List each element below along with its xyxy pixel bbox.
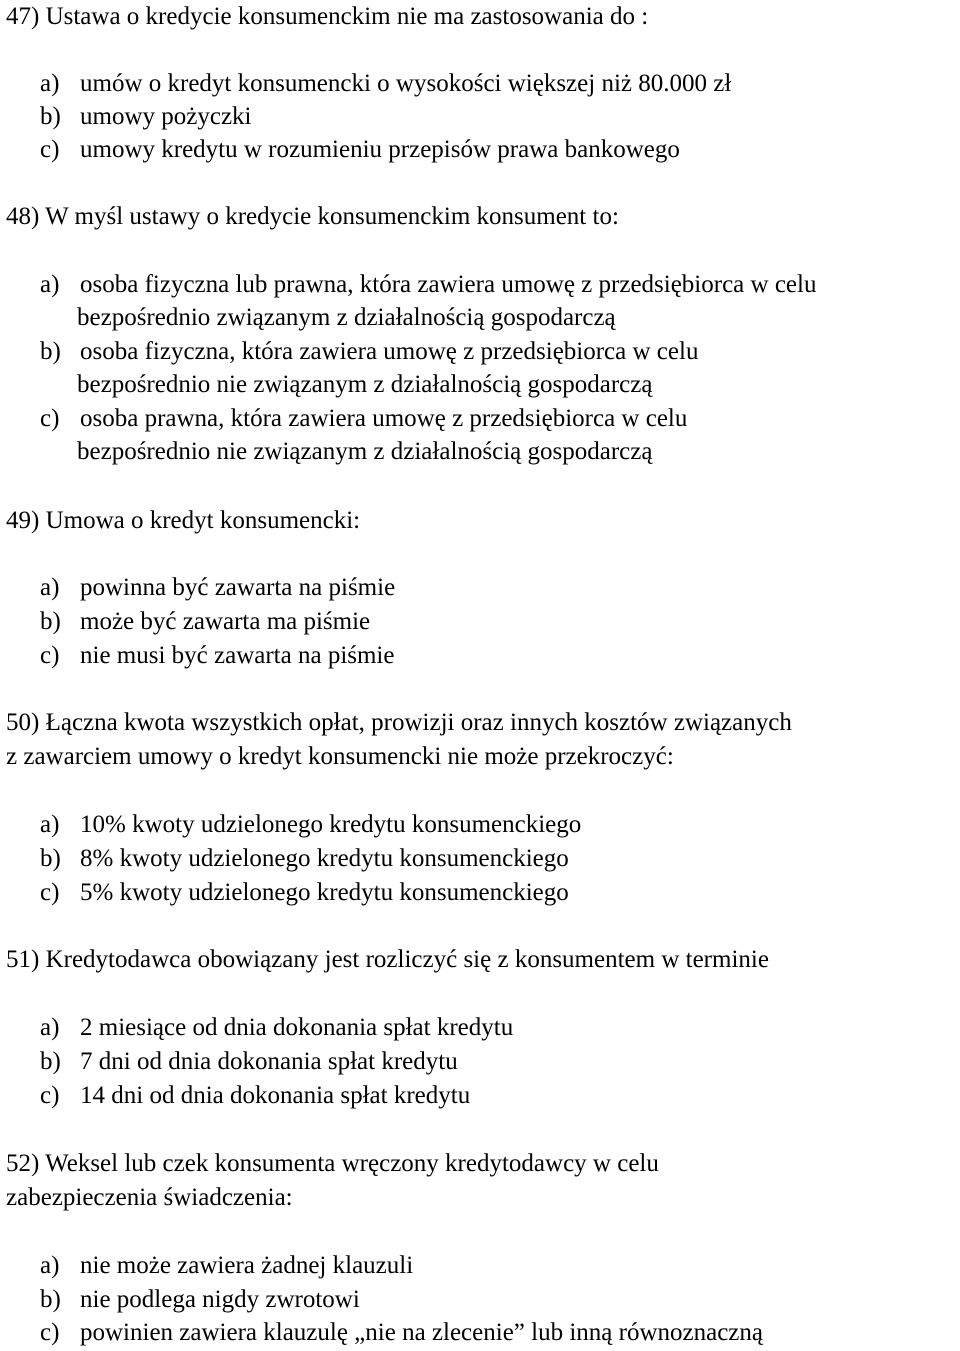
- option-text: powinien zawiera klauzulę „nie na zlecenie” lub inną równoznaczną: [80, 1319, 763, 1346]
- option-text: umowy kredytu w rozumieniu przepisów prawa bankowego: [80, 136, 680, 163]
- option-label: a): [40, 1252, 60, 1279]
- option-text: nie podlega nigdy zwrotowi: [80, 1286, 360, 1313]
- question-title-continuation: zabezpieczenia świadczenia:: [6, 1184, 293, 1211]
- answer-option-b: [40, 605, 370, 639]
- answer-option-b: [40, 335, 698, 369]
- answer-option-a: [40, 268, 816, 302]
- question-title: 50) Łączna kwota wszystkich opłat, prowizji oraz innych kosztów związanych: [6, 709, 792, 736]
- option-label: b): [40, 1048, 61, 1075]
- question-title: 47) Ustawa o kredycie konsumenckim nie ma zastosowania do :: [6, 3, 649, 30]
- question-title: 48) W myśl ustawy o kredycie konsumenckim konsument to:: [6, 203, 619, 230]
- option-label: a): [40, 1014, 60, 1041]
- option-label: c): [40, 405, 60, 432]
- option-label: c): [40, 136, 60, 163]
- option-text: 8% kwoty udzielonego kredytu konsumenckiego: [80, 845, 569, 872]
- option-text: może być zawarta ma piśmie: [80, 608, 371, 635]
- answer-option-b: [40, 1283, 360, 1317]
- option-text: osoba fizyczna lub prawna, która zawiera umowę z przedsiębiorca w celu: [80, 271, 817, 298]
- option-label: a): [40, 811, 60, 838]
- option-label: c): [40, 1082, 60, 1109]
- option-label: b): [40, 608, 61, 635]
- option-text: nie musi być zawarta na piśmie: [80, 642, 395, 669]
- answer-option-c: [40, 402, 687, 436]
- option-text: powinna być zawarta na piśmie: [80, 574, 396, 601]
- option-label: c): [40, 879, 60, 906]
- answer-option-c: [40, 1079, 470, 1113]
- option-text-continuation: bezpośrednio nie związanym z działalnością gospodarczą: [77, 371, 653, 398]
- answer-option-a: [40, 571, 395, 605]
- answer-option-a: [40, 1011, 513, 1045]
- answer-option-c: [40, 876, 569, 910]
- option-text: 2 miesiące od dnia dokonania spłat kredytu: [80, 1014, 514, 1041]
- answer-option-b: [40, 842, 569, 876]
- option-text: 5% kwoty udzielonego kredytu konsumenckiego: [80, 879, 569, 906]
- option-text: nie może zawiera żadnej klauzuli: [80, 1252, 414, 1279]
- option-label: b): [40, 338, 61, 365]
- answer-option-b: [40, 100, 251, 134]
- option-label: a): [40, 70, 60, 97]
- question-title-continuation: z zawarciem umowy o kredyt konsumencki nie może przekroczyć:: [6, 743, 674, 770]
- option-label: b): [40, 103, 61, 130]
- option-text-continuation: bezpośrednio związanym z działalnością gospodarczą: [77, 304, 616, 331]
- option-text: osoba fizyczna, która zawiera umowę z przedsiębiorca w celu: [80, 338, 699, 365]
- answer-option-c: [40, 133, 680, 167]
- option-text-continuation: bezpośrednio nie związanym z działalnością gospodarczą: [77, 438, 653, 465]
- option-text: osoba prawna, która zawiera umowę z przedsiębiorca w celu: [80, 405, 688, 432]
- answer-option-b: [40, 1045, 458, 1079]
- answer-option-c: [40, 1316, 763, 1350]
- question-title: 49) Umowa o kredyt konsumencki:: [6, 507, 361, 534]
- option-label: c): [40, 1319, 60, 1346]
- answer-option-a: [40, 1249, 413, 1283]
- answer-option-a: [40, 808, 581, 842]
- option-text: 14 dni od dnia dokonania spłat kredytu: [80, 1082, 471, 1109]
- option-label: c): [40, 642, 60, 669]
- question-title: 52) Weksel lub czek konsumenta wręczony kredytodawcy w celu: [6, 1150, 659, 1177]
- option-label: b): [40, 845, 61, 872]
- answer-option-c: [40, 639, 394, 673]
- option-text: umowy pożyczki: [80, 103, 252, 130]
- option-text: 10% kwoty udzielonego kredytu konsumenckiego: [80, 811, 582, 838]
- answer-option-a: [40, 67, 731, 101]
- option-text: umów o kredyt konsumencki o wysokości większej niż 80.000 zł: [80, 70, 732, 97]
- option-label: b): [40, 1286, 61, 1313]
- question-title: 51) Kredytodawca obowiązany jest rozliczyć się z konsumentem w terminie: [6, 946, 769, 973]
- option-label: a): [40, 271, 60, 298]
- option-label: a): [40, 574, 60, 601]
- option-text: 7 dni od dnia dokonania spłat kredytu: [80, 1048, 458, 1075]
